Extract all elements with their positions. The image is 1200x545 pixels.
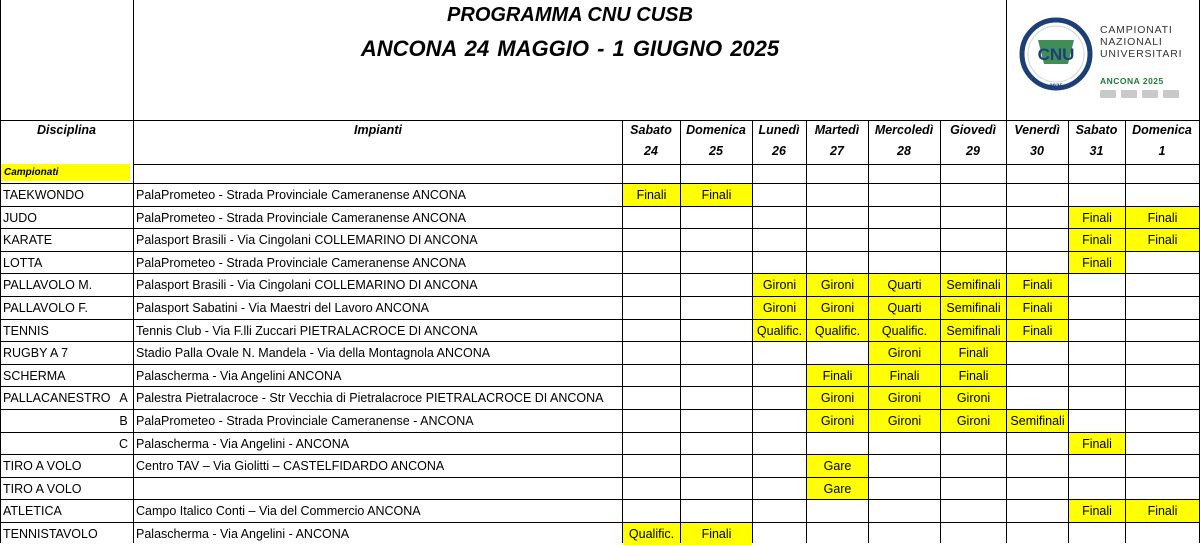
schedule-cell[interactable]: [869, 433, 940, 455]
schedule-cell[interactable]: [623, 500, 680, 522]
schedule-cell[interactable]: [1069, 342, 1125, 364]
schedule-cell[interactable]: [1126, 387, 1199, 409]
schedule-cell[interactable]: Finali: [681, 523, 752, 545]
discipline-cell[interactable]: ATLETICA: [3, 504, 62, 519]
day-header: [940, 122, 1006, 160]
venue-cell[interactable]: Palestra Pietralacroce - Str Vecchia di Pietralacroce PIETRALACROCE DI ANCONA: [136, 391, 604, 406]
schedule-cell[interactable]: [869, 500, 940, 522]
schedule-cell[interactable]: Finali: [1126, 500, 1199, 522]
schedule-cell[interactable]: [869, 478, 940, 500]
discipline-cell[interactable]: [3, 433, 115, 455]
schedule-cell[interactable]: [1069, 387, 1125, 409]
schedule-cell[interactable]: [1069, 410, 1125, 432]
schedule-cell[interactable]: Qualific.: [869, 320, 940, 342]
schedule-cell[interactable]: [869, 523, 940, 545]
schedule-cell[interactable]: Finali: [1069, 229, 1125, 251]
schedule-cell[interactable]: [681, 342, 752, 364]
group-cell[interactable]: C: [118, 436, 129, 451]
schedule-cell[interactable]: [681, 229, 752, 251]
schedule-cell[interactable]: [941, 207, 1006, 229]
schedule-cell[interactable]: Semifinali: [941, 297, 1006, 319]
schedule-cell[interactable]: Finali: [1069, 252, 1125, 274]
page-subtitle: ANCONA 24 MAGGIO - 1 GIUGNO 2025: [360, 36, 780, 61]
group-cell[interactable]: [116, 365, 131, 387]
discipline-cell[interactable]: PALLAVOLO F.: [3, 301, 88, 315]
schedule-cell[interactable]: Gironi: [869, 342, 940, 364]
discipline-cell[interactable]: SCHERMA: [3, 368, 66, 383]
day-header: [1006, 122, 1068, 160]
schedule-cell[interactable]: [681, 387, 752, 409]
schedule-cell[interactable]: [941, 455, 1006, 477]
schedule-cell[interactable]: [869, 455, 940, 477]
schedule-cell[interactable]: Finali: [1126, 207, 1199, 229]
schedule-cell[interactable]: [753, 478, 806, 500]
schedule-cell[interactable]: [1126, 365, 1199, 387]
group-cell[interactable]: [116, 229, 131, 251]
schedule-cell[interactable]: [681, 365, 752, 387]
discipline-cell[interactable]: TIRO A VOLO: [3, 481, 82, 496]
schedule-cell[interactable]: Gironi: [753, 297, 806, 319]
schedule-cell[interactable]: [681, 500, 752, 522]
schedule-cell[interactable]: [623, 455, 680, 477]
schedule-cell[interactable]: [941, 252, 1006, 274]
schedule-cell[interactable]: [941, 478, 1006, 500]
schedule-cell[interactable]: [1126, 184, 1199, 206]
header-venues: Impianti: [354, 123, 402, 137]
discipline-cell[interactable]: LOTTA: [3, 255, 43, 270]
schedule-cell[interactable]: [681, 433, 752, 455]
day-name: Domenica: [686, 123, 746, 137]
schedule-cell[interactable]: [807, 184, 868, 206]
venue-cell[interactable]: Palascherma - Via Angelini ANCONA: [136, 368, 342, 383]
day-header: [622, 122, 680, 160]
schedule-cell[interactable]: [681, 207, 752, 229]
schedule-cell[interactable]: [1069, 455, 1125, 477]
group-cell[interactable]: [116, 500, 131, 522]
schedule-cell[interactable]: [1007, 184, 1068, 206]
schedule-cell[interactable]: Semifinali: [1007, 410, 1068, 432]
schedule-cell[interactable]: [869, 184, 940, 206]
group-cell[interactable]: [116, 478, 131, 500]
day-name: Domenica: [1132, 123, 1192, 137]
group-cell[interactable]: [116, 455, 131, 477]
schedule-cell[interactable]: [623, 320, 680, 342]
schedule-cell[interactable]: [681, 455, 752, 477]
day-date: 31: [1089, 144, 1104, 158]
schedule-cell[interactable]: [753, 500, 806, 522]
schedule-cell[interactable]: Qualific.: [807, 320, 868, 342]
schedule-cell[interactable]: [681, 297, 752, 319]
schedule-cell[interactable]: [1069, 274, 1125, 296]
schedule-cell[interactable]: [1007, 365, 1068, 387]
schedule-cell[interactable]: [681, 274, 752, 296]
schedule-cell[interactable]: [941, 184, 1006, 206]
day-name: Venerdì: [1014, 123, 1060, 137]
schedule-cell[interactable]: Finali: [1007, 297, 1068, 319]
schedule-cell[interactable]: [1069, 320, 1125, 342]
schedule-cell[interactable]: Finali: [1069, 500, 1125, 522]
schedule-cell[interactable]: [753, 229, 806, 251]
schedule-cell[interactable]: Finali: [1126, 229, 1199, 251]
schedule-cell[interactable]: [869, 207, 940, 229]
schedule-cell[interactable]: [1126, 433, 1199, 455]
schedule-cell[interactable]: [1126, 523, 1199, 545]
group-cell[interactable]: A: [119, 391, 128, 406]
schedule-cell[interactable]: [623, 387, 680, 409]
day-date: 28: [897, 144, 911, 158]
page-title: PROGRAMMA CNU CUSB: [447, 4, 693, 26]
schedule-cell[interactable]: [1007, 207, 1068, 229]
schedule-cell[interactable]: Gironi: [807, 274, 868, 296]
schedule-cell[interactable]: [941, 229, 1006, 251]
schedule-cell[interactable]: [1126, 455, 1199, 477]
schedule-cell[interactable]: [623, 478, 680, 500]
day-date: 27: [830, 144, 844, 158]
venue-cell[interactable]: Palascherma - Via Angelini - ANCONA: [136, 527, 350, 541]
schedule-cell[interactable]: [1126, 410, 1199, 432]
schedule-cell[interactable]: [753, 455, 806, 477]
day-header: [1125, 122, 1199, 160]
day-date: 25: [709, 144, 723, 158]
schedule-cell[interactable]: [623, 207, 680, 229]
schedule-cell[interactable]: Finali: [681, 184, 752, 206]
schedule-cell[interactable]: [1007, 500, 1068, 522]
venue-cell[interactable]: Palascherma - Via Angelini - ANCONA: [136, 436, 350, 451]
schedule-cell[interactable]: [623, 365, 680, 387]
schedule-cell[interactable]: [1126, 478, 1199, 500]
venue-cell[interactable]: PalaPrometeo - Strada Provinciale Cameranense ANCONA: [136, 188, 467, 202]
section-label: Campionati: [1, 164, 130, 181]
schedule-cell[interactable]: [1069, 478, 1125, 500]
schedule-cell[interactable]: [753, 207, 806, 229]
venue-cell[interactable]: PalaPrometeo - Strada Provinciale Cameranense ANCONA: [136, 255, 467, 270]
schedule-cell[interactable]: [753, 184, 806, 206]
schedule-cell[interactable]: [1069, 184, 1125, 206]
group-cell[interactable]: [116, 297, 131, 319]
schedule-cell[interactable]: [681, 320, 752, 342]
schedule-cell[interactable]: Gironi: [807, 387, 868, 409]
svg-text:ANCONA: ANCONA: [1042, 76, 1070, 82]
schedule-cell[interactable]: [941, 500, 1006, 522]
schedule-cell[interactable]: [623, 410, 680, 432]
schedule-cell[interactable]: [681, 252, 752, 274]
venue-cell[interactable]: Palasport Brasili - Via Cingolani COLLEMARINO DI ANCONA: [136, 233, 478, 248]
svg-text:2025: 2025: [1049, 84, 1063, 90]
day-date: 29: [966, 144, 980, 158]
schedule-cell[interactable]: [807, 229, 868, 251]
schedule-cell[interactable]: [753, 523, 806, 545]
schedule-cell[interactable]: Finali: [869, 365, 940, 387]
schedule-cell[interactable]: Qualific.: [753, 320, 806, 342]
schedule-cell[interactable]: [807, 342, 868, 364]
group-cell[interactable]: [116, 252, 131, 274]
schedule-cell[interactable]: [623, 342, 680, 364]
day-header: [806, 122, 868, 160]
schedule-cell[interactable]: Gironi: [807, 410, 868, 432]
schedule-cell[interactable]: [1126, 252, 1199, 274]
schedule-cell[interactable]: [1126, 297, 1199, 319]
schedule-cell[interactable]: [623, 433, 680, 455]
schedule-cell[interactable]: [1069, 297, 1125, 319]
schedule-cell[interactable]: Gironi: [941, 410, 1006, 432]
day-name: Sabato: [630, 123, 672, 137]
venue-cell[interactable]: Palasport Sabatini - Via Maestri del Lavoro ANCONA: [136, 301, 429, 315]
schedule-cell[interactable]: [623, 274, 680, 296]
schedule-cell[interactable]: Finali: [623, 184, 680, 206]
schedule-cell[interactable]: [1007, 387, 1068, 409]
schedule-cell[interactable]: Qualific.: [623, 523, 680, 545]
svg-text:CNU: CNU: [1037, 45, 1075, 64]
schedule-cell[interactable]: [623, 297, 680, 319]
day-header: [1068, 122, 1125, 160]
logo-line1: CAMPIONATI: [1100, 24, 1173, 36]
venue-cell[interactable]: PalaPrometeo - Strada Provinciale Cameranense - ANCONA: [136, 414, 474, 428]
group-cell[interactable]: [116, 342, 131, 364]
group-cell[interactable]: [116, 207, 131, 229]
venue-cell[interactable]: PalaPrometeo - Strada Provinciale Cameranense ANCONA: [136, 210, 467, 225]
schedule-cell[interactable]: [623, 252, 680, 274]
venue-cell[interactable]: Campo Italico Conti – Via del Commercio ANCONA: [136, 504, 421, 519]
day-date: 26: [772, 144, 786, 158]
day-header: [752, 122, 806, 160]
group-cell[interactable]: [116, 523, 131, 545]
discipline-cell[interactable]: TENNIS: [3, 323, 49, 338]
schedule-cell[interactable]: [1007, 433, 1068, 455]
venue-cell[interactable]: Palasport Brasili - Via Cingolani COLLEMARINO DI ANCONA: [136, 278, 478, 293]
venue-cell[interactable]: Stadio Palla Ovale N. Mandela - Via della Montagnola ANCONA: [136, 346, 491, 361]
schedule-cell[interactable]: [753, 433, 806, 455]
schedule-cell[interactable]: [1007, 342, 1068, 364]
schedule-cell[interactable]: Finali: [941, 365, 1006, 387]
schedule-cell[interactable]: Gare: [807, 478, 868, 500]
schedule-cell[interactable]: Gironi: [941, 387, 1006, 409]
schedule-cell[interactable]: Finali: [1069, 433, 1125, 455]
day-date: 30: [1030, 144, 1044, 158]
discipline-cell[interactable]: [3, 410, 115, 432]
schedule-cell[interactable]: Quarti: [869, 297, 940, 319]
schedule-cell[interactable]: Gare: [807, 455, 868, 477]
group-cell[interactable]: [116, 274, 131, 296]
schedule-cell[interactable]: [753, 342, 806, 364]
group-cell[interactable]: [116, 320, 131, 342]
header-discipline: Disciplina: [36, 123, 97, 137]
logo-line2: NAZIONALI: [1100, 36, 1163, 48]
schedule-cell[interactable]: [807, 500, 868, 522]
schedule-cell[interactable]: [1007, 229, 1068, 251]
schedule-cell[interactable]: [753, 410, 806, 432]
schedule-cell[interactable]: [941, 433, 1006, 455]
group-cell[interactable]: [116, 184, 131, 206]
discipline-cell[interactable]: PALLAVOLO M.: [3, 278, 93, 293]
day-name: Lunedì: [758, 123, 800, 137]
group-cell[interactable]: B: [119, 414, 128, 428]
schedule-cell[interactable]: [753, 365, 806, 387]
logo-line3: UNIVERSITARI: [1100, 48, 1183, 60]
day-date: 24: [644, 144, 658, 158]
schedule-cell[interactable]: Finali: [1007, 274, 1068, 296]
day-name: Sabato: [1075, 123, 1118, 137]
discipline-cell[interactable]: KARATE: [3, 233, 53, 248]
schedule-cell[interactable]: [1007, 252, 1068, 274]
venue-cell[interactable]: [136, 478, 620, 500]
schedule-cell[interactable]: [1069, 365, 1125, 387]
schedule-cell[interactable]: [941, 523, 1006, 545]
schedule-cell[interactable]: [753, 252, 806, 274]
schedule-cell[interactable]: [807, 207, 868, 229]
schedule-cell[interactable]: Gironi: [869, 410, 940, 432]
schedule-cell[interactable]: [1007, 455, 1068, 477]
venue-cell[interactable]: Tennis Club - Via F.lli Zuccari PIETRALACROCE DI ANCONA: [136, 323, 478, 338]
schedule-cell[interactable]: [1126, 342, 1199, 364]
schedule-cell[interactable]: [807, 523, 868, 545]
schedule-cell[interactable]: [1069, 523, 1125, 545]
day-date: 1: [1158, 144, 1166, 158]
schedule-cell[interactable]: Gironi: [869, 387, 940, 409]
logo-edition: ANCONA 2025: [1100, 76, 1164, 86]
schedule-cell[interactable]: [1126, 320, 1199, 342]
day-header: [680, 122, 752, 160]
schedule-cell[interactable]: Semifinali: [941, 320, 1006, 342]
schedule-cell[interactable]: [1126, 274, 1199, 296]
discipline-cell[interactable]: TENNISTAVOLO: [3, 527, 98, 541]
schedule-cell[interactable]: Semifinali: [941, 274, 1006, 296]
venue-cell[interactable]: Centro TAV – Via Giolitti – CASTELFIDARDO ANCONA: [136, 459, 445, 474]
schedule-cell[interactable]: Gironi: [753, 274, 806, 296]
schedule-cell[interactable]: [681, 410, 752, 432]
schedule-cell[interactable]: [1007, 523, 1068, 545]
discipline-cell[interactable]: RUGBY A 7: [3, 346, 69, 361]
day-name: Giovedì: [950, 123, 996, 137]
schedule-cell[interactable]: [807, 252, 868, 274]
schedule-cell[interactable]: Finali: [807, 365, 868, 387]
schedule-cell[interactable]: [623, 229, 680, 251]
discipline-cell[interactable]: TIRO A VOLO: [3, 459, 82, 474]
schedule-cell[interactable]: Finali: [1069, 207, 1125, 229]
discipline-cell[interactable]: TAEKWONDO: [3, 188, 85, 202]
discipline-cell[interactable]: JUDO: [3, 210, 38, 225]
day-name: Martedì: [814, 123, 860, 137]
schedule-cell[interactable]: [869, 229, 940, 251]
schedule-cell[interactable]: [681, 478, 752, 500]
schedule-cell[interactable]: Gironi: [807, 297, 868, 319]
schedule-cell[interactable]: [869, 252, 940, 274]
schedule-cell[interactable]: [1007, 478, 1068, 500]
day-header: [868, 122, 940, 160]
schedule-cell[interactable]: Finali: [941, 342, 1006, 364]
schedule-cell[interactable]: Quarti: [869, 274, 940, 296]
schedule-cell[interactable]: [807, 433, 868, 455]
day-name: Mercoledì: [874, 123, 934, 137]
schedule-cell[interactable]: Finali: [1007, 320, 1068, 342]
discipline-cell[interactable]: PALLACANESTRO: [3, 391, 111, 406]
schedule-cell[interactable]: [753, 387, 806, 409]
